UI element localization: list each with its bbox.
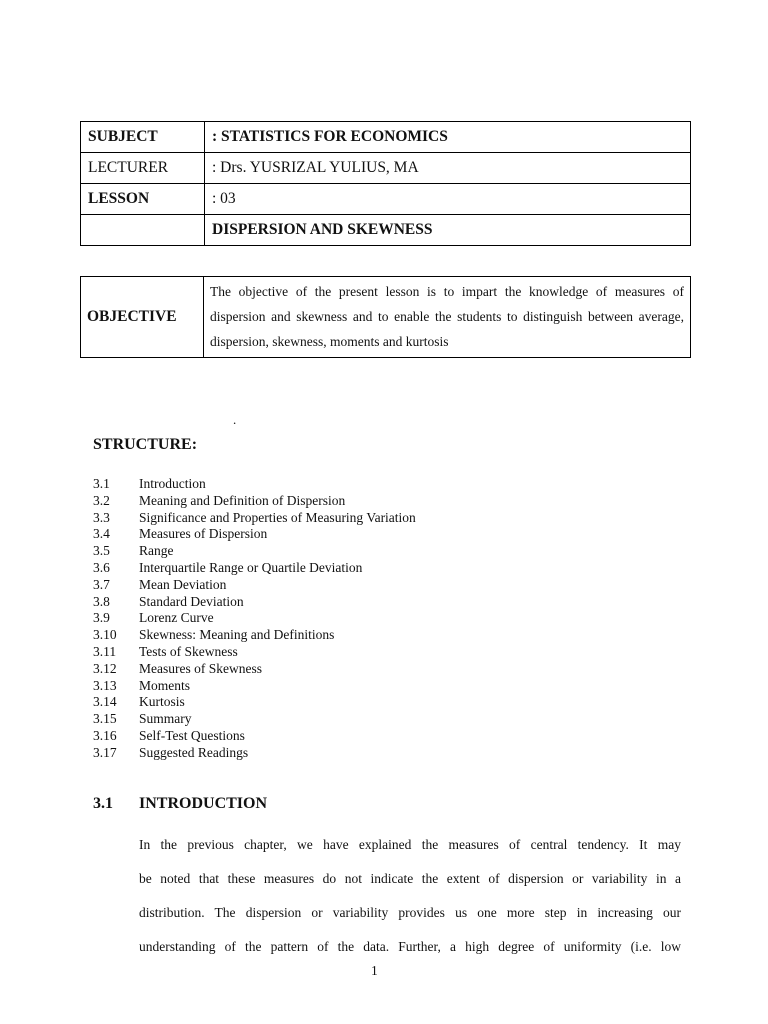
item-number: 3.6 (93, 559, 110, 575)
structure-list (93, 476, 416, 762)
list-item (93, 678, 416, 695)
item-number: 3.13 (93, 677, 117, 693)
list-item (93, 711, 416, 728)
item-title: Range (139, 543, 174, 559)
list-item (93, 644, 416, 661)
objective-table (80, 276, 691, 358)
lesson-title: DISPERSION AND SKEWNESS (205, 215, 691, 246)
paragraph-line: understanding of the pattern of the data. Further, a high degree of uniformity (i.e. low (139, 939, 681, 954)
section-number: 3.1 (93, 795, 113, 812)
list-item (93, 476, 416, 493)
item-number: 3.17 (93, 744, 117, 760)
lecturer-label: LECTURER (81, 153, 205, 184)
structure-heading: STRUCTURE: (93, 436, 198, 453)
list-item (93, 661, 416, 678)
list-item (93, 510, 416, 527)
section-heading (93, 795, 267, 813)
item-number: 3.4 (93, 526, 110, 542)
item-number: 3.10 (93, 627, 117, 643)
item-title: Summary (139, 711, 192, 727)
list-item (93, 610, 416, 627)
item-title: Measures of Skewness (139, 660, 262, 676)
list-item (93, 594, 416, 611)
lesson-title-row (81, 215, 691, 246)
lesson-info-table (80, 121, 691, 246)
section-title: INTRODUCTION (139, 795, 268, 812)
list-item (93, 493, 416, 510)
item-title: Self-Test Questions (139, 727, 245, 743)
page-number: 1 (371, 963, 378, 978)
list-item (93, 627, 416, 644)
item-number: 3.1 (93, 476, 110, 491)
item-number: 3.16 (93, 727, 117, 743)
lesson-row (81, 184, 691, 215)
item-number: 3.5 (93, 543, 110, 559)
lecturer-value: : Drs. YUSRIZAL YULIUS, MA (205, 153, 691, 184)
subject-label: SUBJECT (81, 122, 205, 153)
item-title: Significance and Properties of Measuring Variation (139, 509, 416, 525)
item-number: 3.15 (93, 711, 117, 727)
paragraph-line: In the previous chapter, we have explained the measures of central tendency. It may (139, 837, 681, 852)
lesson-value: : 03 (205, 184, 691, 215)
item-number: 3.9 (93, 610, 110, 626)
item-title: Suggested Readings (139, 744, 249, 760)
item-title: Meaning and Definition of Dispersion (139, 492, 346, 508)
item-number: 3.2 (93, 492, 110, 508)
item-number: 3.3 (93, 509, 110, 525)
item-title: Tests of Skewness (139, 643, 238, 659)
list-item (93, 577, 416, 594)
item-title: Mean Deviation (139, 576, 227, 592)
item-number: 3.7 (93, 576, 110, 592)
paragraph-line: distribution. The dispersion or variability provides us one more step in increasing our (139, 905, 681, 920)
list-item (93, 745, 416, 762)
list-item (93, 728, 416, 745)
item-title: Moments (139, 677, 191, 693)
list-item (93, 526, 416, 543)
item-number: 3.12 (93, 660, 117, 676)
lesson-label: LESSON (81, 184, 205, 215)
paragraph-line: be noted that these measures do not indicate the extent of dispersion or variability in a (139, 871, 681, 886)
item-title: Lorenz Curve (139, 610, 214, 626)
item-title: Skewness: Meaning and Definitions (139, 627, 335, 643)
item-number: 3.8 (93, 593, 110, 609)
subject-row (81, 122, 691, 153)
item-number: 3.14 (93, 694, 117, 710)
objective-label: OBJECTIVE (81, 277, 204, 358)
empty-cell (81, 215, 205, 246)
list-item (93, 694, 416, 711)
introduction-paragraph (139, 828, 681, 964)
item-title: Measures of Dispersion (139, 526, 268, 542)
item-title: Standard Deviation (139, 593, 244, 609)
item-title: Kurtosis (139, 694, 185, 710)
subject-value: : STATISTICS FOR ECONOMICS (205, 122, 691, 153)
list-item (93, 560, 416, 577)
lecturer-row (81, 153, 691, 184)
item-number: 3.11 (93, 643, 117, 659)
stray-dot: . (233, 412, 237, 427)
item-title: Introduction (139, 476, 206, 491)
objective-text: The objective of the present lesson is to impart the knowledge of measures of dispersion and skewness and to enable the students to distinguish between average, dispersion, skewness, moments and kurtosis (204, 277, 691, 358)
list-item (93, 543, 416, 560)
item-title: Interquartile Range or Quartile Deviation (139, 559, 363, 575)
